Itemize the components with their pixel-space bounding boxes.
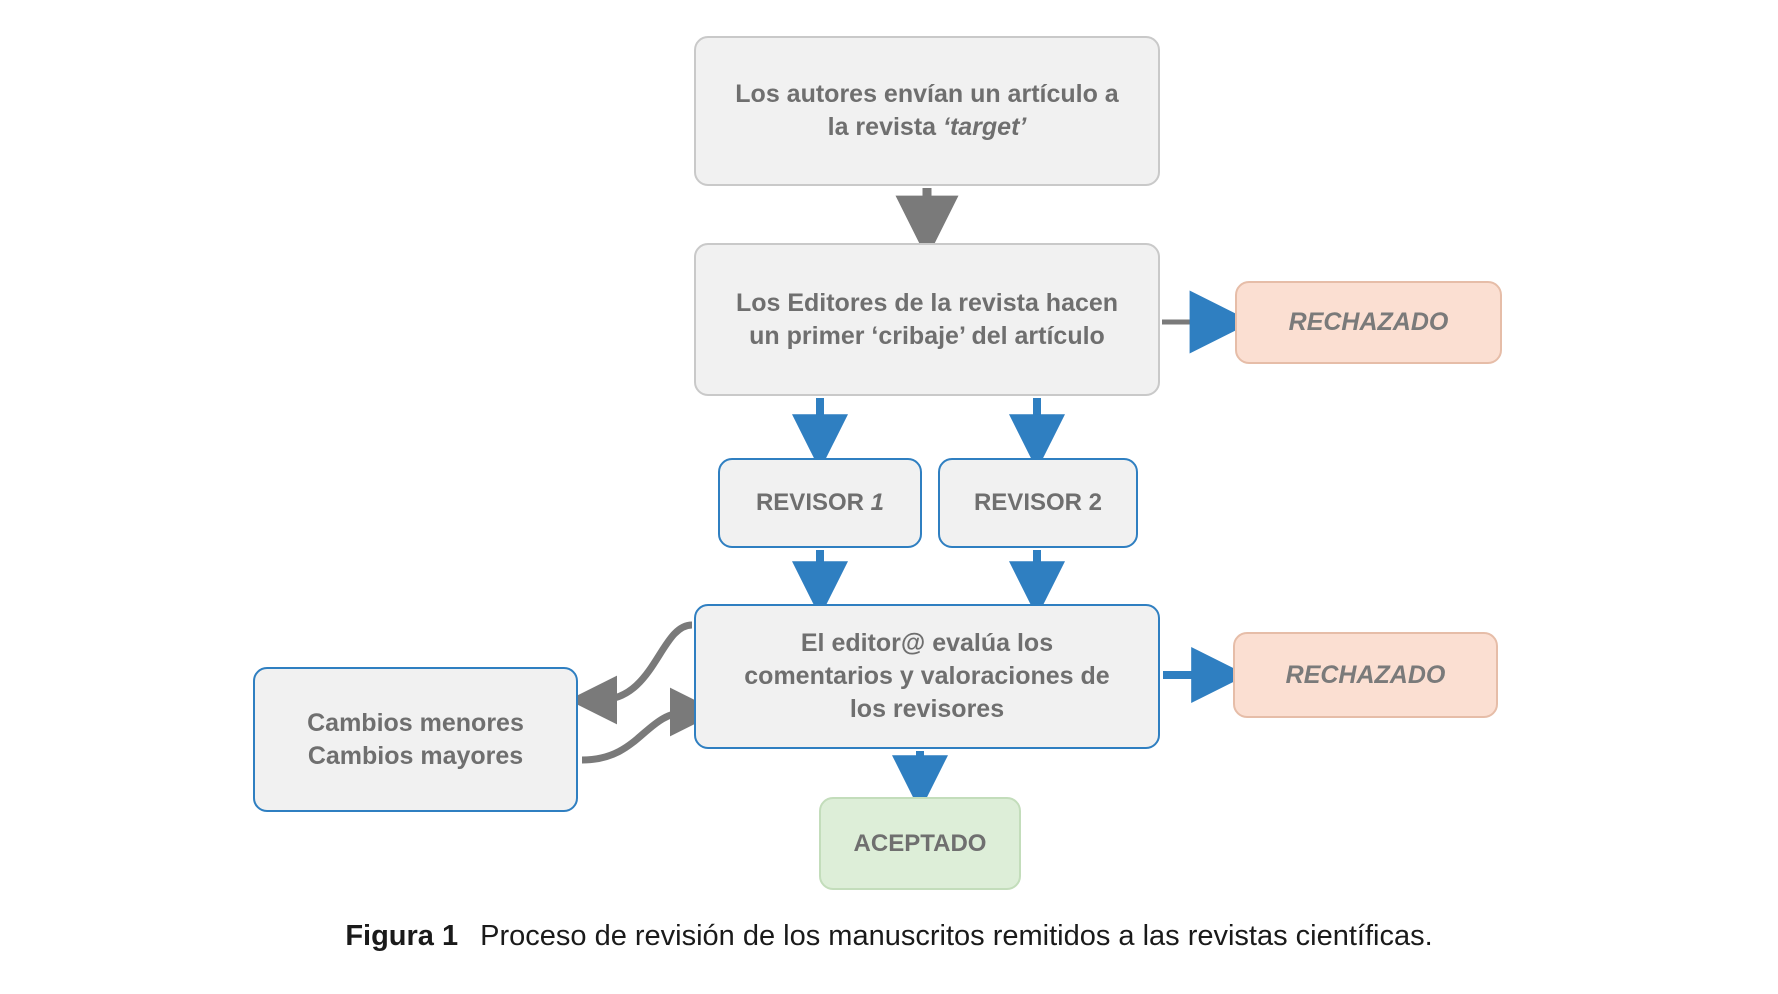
node-editors-screening[interactable] [694, 243, 1160, 396]
node-authors-submit-target: ‘target’ [943, 113, 1027, 141]
node-editor-evaluates-line1: El editor@ evalúa los [800, 629, 1054, 657]
node-reviewer-2[interactable] [938, 458, 1138, 548]
node-rejected-after-review[interactable] [1233, 632, 1498, 718]
node-authors-submit-line1: Los autores envían un artículo a [735, 80, 1119, 108]
arrow-changes-to-evaluate [582, 712, 695, 760]
node-editor-evaluates-line3: los revisores [849, 695, 1005, 723]
node-editor-evaluates-text [734, 627, 1119, 726]
arrow-evaluate-to-changes [592, 625, 692, 700]
node-editor-evaluates-line2: comentarios y valoraciones de [744, 662, 1110, 690]
node-reviewer-1-label: REVISOR [755, 489, 871, 517]
node-changes-text [297, 707, 534, 773]
node-editors-screening-line1: Los Editores de la revista hacen [735, 288, 1119, 317]
node-rejected-after-screening[interactable] [1235, 281, 1502, 364]
node-editors-screening-text [726, 287, 1128, 353]
node-reviewer-1[interactable] [718, 458, 922, 548]
node-authors-submit-line2-prefix: la revista [827, 113, 943, 141]
node-reviewer-1-number: 1 [870, 489, 885, 517]
node-authors-submit[interactable] [694, 36, 1160, 186]
figure-caption-text: Proceso de revisión de los manuscritos remitidos a las revistas científicas. [480, 920, 1433, 952]
node-editor-evaluates[interactable] [694, 604, 1160, 749]
node-authors-submit-text [725, 78, 1128, 144]
node-changes[interactable] [253, 667, 578, 812]
figure-caption [0, 920, 1778, 953]
node-editors-screening-line2: un primer ‘cribaje’ del artículo [749, 321, 1105, 350]
node-reviewer-2-label: REVISOR 2 [973, 489, 1103, 517]
figure-caption-label: Figura 1 [345, 920, 459, 952]
node-accepted[interactable] [819, 797, 1021, 890]
node-changes-major: Cambios mayores [307, 741, 524, 770]
node-accepted-label: ACEPTADO [853, 829, 987, 857]
node-rejected-after-screening-label: RECHAZADO [1288, 308, 1449, 336]
node-rejected-after-review-label: RECHAZADO [1285, 660, 1446, 689]
node-reviewer-1-text [746, 487, 894, 519]
node-changes-minor: Cambios menores [307, 708, 524, 737]
